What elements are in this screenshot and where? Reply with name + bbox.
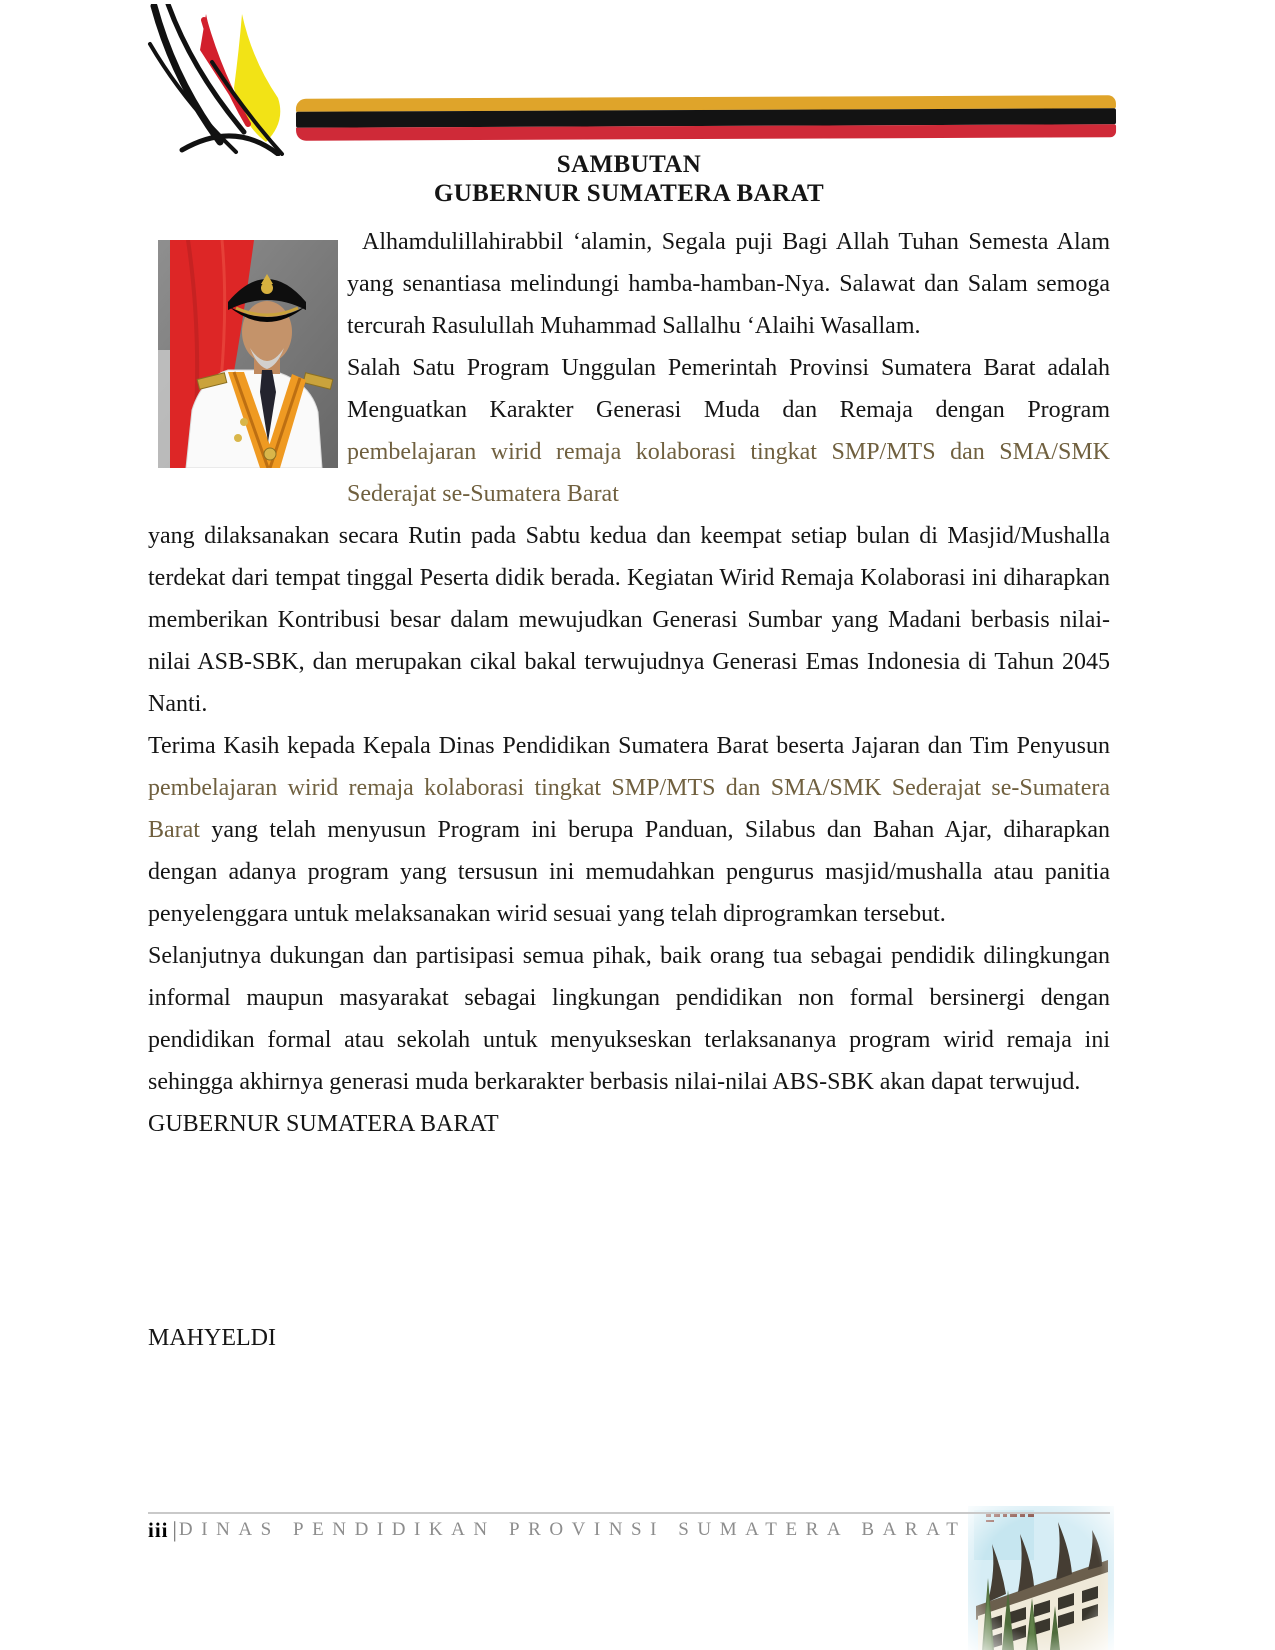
page-title: [148, 150, 1110, 208]
header-stripes: [296, 95, 1116, 141]
paragraph-thanks: Terima Kasih kepada Kepala Dinas Pendidikan Sumatera Barat beserta Jajaran dan Tim Penyusun pembelajaran wirid remaja kolaborasi tingkat SMP/MTS dan SMA/SMK Sederajat se-Sumatera Barat yang telah menyusun Program ini berupa Panduan, Silabus dan Bahan Ajar, diharapkan dengan adanya program yang tersusun ini memudahkan pengurus masjid/mushalla atau panitia penyelenggara untuk melaksanakan wirid sesuai yang telah diprogramkan tersebut.: [148, 733, 1110, 927]
flame-ribbon-logo: [146, 4, 294, 156]
signature-role: GUBERNUR SUMATERA BARAT: [148, 1111, 499, 1137]
footer-label: DINAS PENDIDIKAN PROVINSI SUMATERA BARAT: [178, 1519, 967, 1540]
paragraph-support: Selanjutnya dukungan dan partisipasi semua pihak, baik orang tua sebagai pendidik dilingkungan informal maupun masyarakat sebagai lingkungan pendidikan non formal bersinergi dengan pendidikan formal atau sekolah untuk menyukseskan terlaksananya program wirid remaja ini sehingga akhirnya generasi muda berkarakter berbasis nilai-nilai ABS-SBK akan dapat terwujud.: [148, 943, 1110, 1095]
stripe-red: [296, 124, 1116, 141]
footer: [148, 1514, 966, 1546]
signature-name: MAHYELDI: [148, 1325, 276, 1351]
highlighted-program-text: pembelajaran wirid remaja kolaborasi tingkat SMP/MTS dan SMA/SMK Sederajat se-Sumatera Barat: [347, 439, 1110, 507]
paragraph-opening: Alhamdulillahirabbil ‘alamin, Segala puji Bagi Allah Tuhan Semesta Alam yang senantiasa melindungi hamba-hamban-Nya. Salawat dan Salam semoga tercurah Rasulullah Muhammad Sallalhu ‘Alaihi Wasallam.: [347, 229, 1110, 339]
body-text: [148, 221, 1110, 1359]
highlighted-program-text-2: pembelajaran wirid remaja kolaborasi tingkat SMP/MTS dan SMA/SMK Sederajat se-Sumatera Barat: [148, 775, 1110, 843]
photo-paragraph-row: [148, 221, 1110, 515]
title-line-1: SAMBUTAN: [556, 151, 702, 178]
page-number: iii: [148, 1517, 169, 1542]
paragraph-program: Salah Satu Program Unggulan Pemerintah Provinsi Sumatera Barat adalah Menguatkan Karakter Generasi Muda dan Remaja dengan Program pembelajaran wirid remaja kolaborasi tingkat SMP/MTS dan SMA/SMK Sederajat se-Sumatera Barat: [347, 355, 1110, 507]
footer-separator: |: [172, 1517, 177, 1542]
photo-column: [148, 221, 347, 468]
photo-side-paragraphs: [347, 221, 1110, 515]
paragraph-implementation: yang dilaksanakan secara Rutin pada Sabtu kedua dan keempat setiap bulan di Masjid/Mushalla terdekat dari tempat tinggal Peserta didik berada. Kegiatan Wirid Remaja Kolaborasi ini diharapkan memberikan Kontribusi besar dalam mewujudkan Generasi Sumbar yang Madani berbasis nilai-nilai ASB-SBK, dan merupakan cikal bakal terwujudnya Generasi Emas Indonesia di Tahun 2045 Nanti.: [148, 523, 1110, 717]
title-line-2: GUBERNUR SUMATERA BARAT: [433, 180, 825, 207]
minangkabau-building-photo: [966, 1502, 1116, 1650]
governor-portrait-photo: [158, 240, 338, 468]
